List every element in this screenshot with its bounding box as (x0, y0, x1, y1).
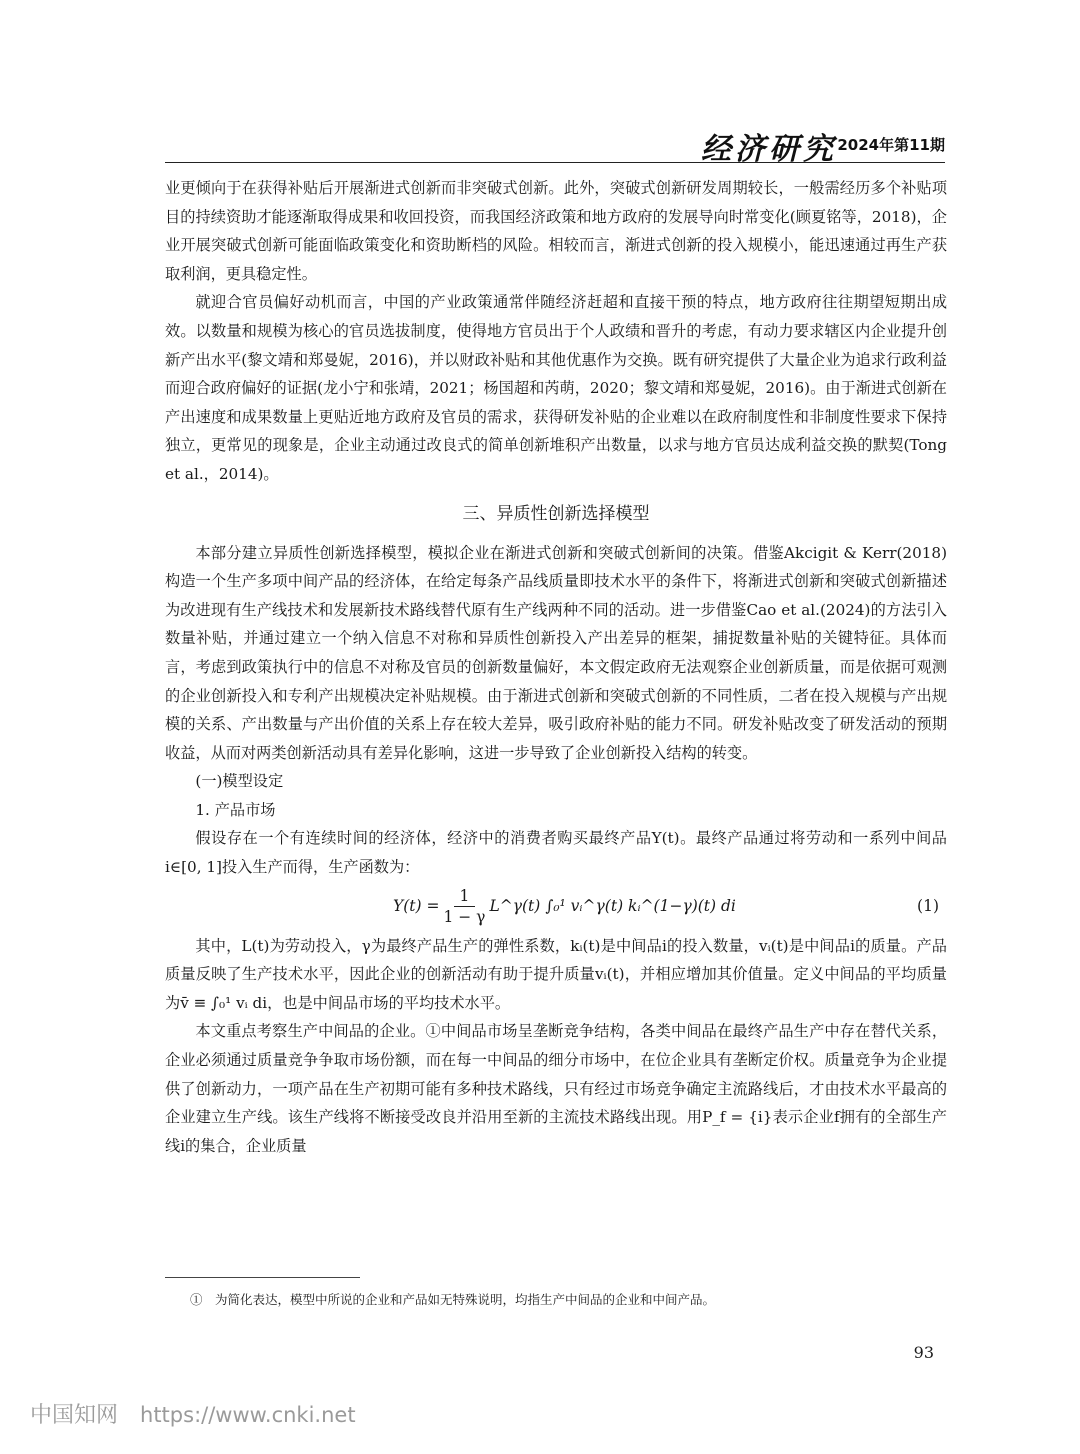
fraction-denominator: 1 − γ (443, 908, 486, 927)
footnote: ① 为简化表达，模型中所说的企业和产品如无特殊说明，均指生产中间品的企业和中间产品。 (190, 1292, 716, 1307)
model-paragraph: 假设存在一个有连续时间的经济体，经济中的消费者购买最终产品Y(t)。最终产品通过将劳动和一系列中间品i∈[0, 1]投入生产而得，生产函数为： (165, 829, 947, 877)
article-body (165, 174, 947, 1160)
page-number: 93 (913, 1343, 934, 1362)
page-header (165, 124, 945, 167)
after-equation-paragraph: 其中，L(t)为劳动投入，γ为最终产品生产的弹性系数，kᵢ(t)是中间品i的投入数量，vᵢ(t)是中间品i的质量。产品质量反映了生产技术水平，因此企业的创新活动有助于提升质量vᵢ(t)，并相应增加其价值量。定义中间品的平均质量为v̄ ≡ ∫₀¹ vᵢ di，也是中间品市场的平均技术水平。 (165, 936, 947, 1012)
section-paragraph: 本部分建立异质性创新选择模型，模拟企业在渐进式创新和突破式创新间的决策。借鉴Akcigit & Kerr(2018)构造一个生产多项中间产品的经济体，在给定每条产品线质量即技术水平的条件下，将渐进式创新和突破式创新描述为改进现有生产线技术和发展新技术路线替代原有生产线两种不同的活动。进一步借鉴Cao et al.(2024)的方法引入数量补贴，并通过建立一个纳入信息不对称和异质性创新投入产出差异的框架，捕捉数量补贴的关键特征。具体而言，考虑到政策执行中的信息不对称及官员的创新数量偏好，本文假定政府无法观察企业创新质量，而是依据可观测的企业创新投入和专利产出规模决定补贴规模。由于渐进式创新和突破式创新的不同性质，二者在投入规模与产出规模的关系、产出数量与产出价值的关系上存在较大差异，吸引政府补贴的能力不同。研发补贴改变了研发活动的预期收益，从而对两类创新活动具有差异化影响，这进一步导致了企业创新投入结构的转变。 (165, 543, 947, 762)
equation-number: (1) (917, 897, 939, 916)
footnote-divider (165, 1277, 360, 1278)
equation-1 (165, 882, 947, 932)
section-title: 三、异质性创新选择模型 (462, 503, 650, 524)
subsection-heading: (一)模型设定 (195, 772, 284, 791)
equation-lhs: Y(t) = (393, 897, 440, 916)
last-paragraph: 本文重点考察生产中间品的企业。①中间品市场呈垄断竞争结构，各类中间品在最终产品生产中存在替代关系，企业必须通过质量竞争争取市场份额，而在每一中间品的细分市场中，在位企业具有垄断定价权。质量竞争为企业提供了创新动力，一项产品在生产初期可能有多种技术路线，只有经过市场竞争确定主流路线后，才由技术水平最高的企业建立生产线。该生产线将不断接受改良并沿用至新的主流技术路线出现。用P_f = {i}表示企业f拥有的全部生产线i的集合，企业质量 (165, 1022, 947, 1155)
issue-label: 2024年第11期 (837, 136, 945, 154)
watermark-url: https://www.cnki.net (140, 1403, 356, 1427)
journal-logo: 经济研究 (701, 132, 837, 167)
paragraph-2: 就迎合官员偏好动机而言，中国的产业政策通常伴随经济赶超和直接干预的特点，地方政府往往期望短期出成效。以数量和规模为核心的官员选拔制度，使得地方官员出于个人政绩和晋升的考虑，有动力要求辖区内企业提升创新产出水平(黎文靖和郑曼妮，2016)，并以财政补贴和其他优惠作为交换。既有研究提供了大量企业为追求行政利益而迎合政府偏好的证据(龙小宁和张靖，2021；杨国超和芮萌，2020；黎文靖和郑曼妮，2016)。由于渐进式创新在产出速度和成果数量上更贴近地方政府及官员的需求，获得研发补贴的企业难以在政府制度性和非制度性要求下保持独立，更常见的现象是，企业主动通过改良式的简单创新堆积产出数量，以求与地方官员达成利益交换的默契(Tong et al.，2014)。 (165, 293, 947, 483)
paragraph-1: 业更倾向于在获得补贴后开展渐进式创新而非突破式创新。此外，突破式创新研发周期较长，一般需经历多个补贴项目的持续资助才能逐渐取得成果和收回投资，而我国经济政策和地方政府的发展导向时常变化(顾夏铭等，2018)，企业开展突破式创新可能面临政策变化和资助断档的风险。相较而言，渐进式创新的投入规模小，能迅速通过再生产获取利润，更具稳定性。 (165, 179, 947, 283)
watermark (30, 1398, 356, 1429)
watermark-name: 中国知网 (30, 1403, 119, 1428)
fraction-numerator: 1 (454, 886, 476, 907)
equation-rhs: L^γ(t) ∫₀¹ vᵢ^γ(t) kᵢ^(1−γ)(t) di (489, 897, 736, 916)
equation-fraction (443, 886, 485, 927)
subsubsection-heading: 1. 产品市场 (195, 800, 276, 819)
